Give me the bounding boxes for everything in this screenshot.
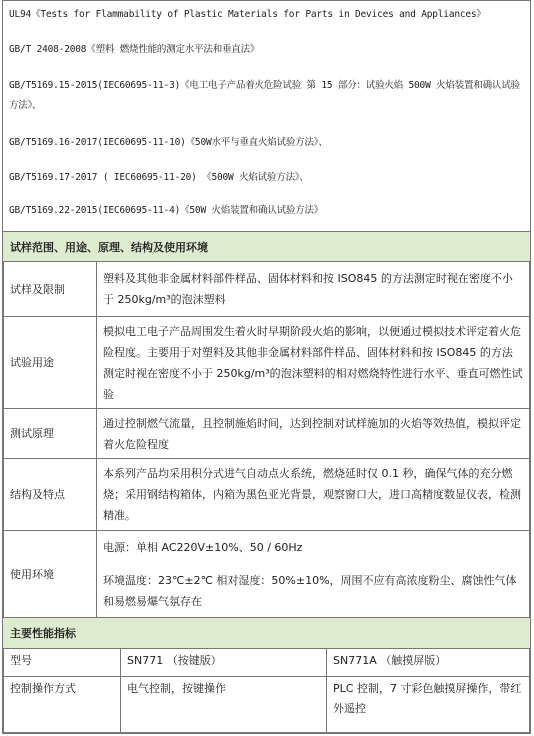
performance-table: [3, 648, 530, 733]
row-label: 控制操作方式: [4, 677, 121, 733]
standard-gbt5169-16: GB/T5169.16-2017(IEC60695-11-10)《50W水平与垂直火焰试验方法》、: [9, 137, 328, 148]
row-label: 使用环境: [4, 531, 97, 618]
model-a-cell: SN771 （按键版）: [121, 649, 327, 677]
table-row: [4, 531, 530, 618]
standard-gbt5169-15: GB/T5169.15-2015(IEC60695-11-3)《电工电子产品着火危险试验 第 15 部分：试验火焰 500W 火焰装置和确认试验方法》、: [9, 80, 520, 111]
standard-gbt5169-17: GB/T5169.17-2017 ( IEC60695-11-20) 《500W 火焰试验方法》、: [9, 172, 309, 183]
model-a-cell: 电气控制，按键操作: [121, 677, 327, 733]
standard-ul94: UL94《Tests for Flammability of Plastic Materials for Parts in Devices and Appliances》: [9, 9, 486, 20]
row-label: 试样及限制: [4, 262, 97, 317]
row-label: 试验用途: [4, 317, 97, 409]
standards-list: [3, 0, 530, 230]
table-row: [4, 677, 530, 733]
table-row: [4, 262, 530, 317]
section-header-scope: 试样范围、用途、原理、结构及使用环境: [3, 231, 530, 262]
row-text: [97, 531, 530, 618]
model-b-cell: SN771A （触摸屏版）: [327, 649, 530, 677]
row-text: 本系列产品均采用积分式进气自动点火系统，燃烧延时仅 0.1 秒，确保气体的充分燃烧；采用钢结构箱体，内箱为黑色亚光背景，观察窗口大，进口高精度数显仪表，检测精准。: [97, 459, 530, 531]
row-text: 模拟电工电子产品周围发生着火时早期阶段火焰的影响，以便通过模拟技术评定着火危险程度。主要用于对塑料及其他非金属材料部件样品、固体材料和按 ISO845 的方法测定时视在密度不小于 250kg/m³的泡沫塑料的相对燃烧特性进行水平、垂直可燃性试验: [97, 317, 530, 409]
table-row: [4, 317, 530, 409]
table-row: [4, 649, 530, 677]
table-row: [4, 459, 530, 531]
row-label: 型号: [4, 649, 121, 677]
standard-gbt5169-22: GB/T5169.22-2015(IEC60695-11-4)《50W 火焰装置和确认试验方法》: [9, 205, 324, 216]
section-header-performance: 主要性能指标: [3, 617, 530, 649]
row-text: 通过控制燃气流量，且控制施焰时间，达到控制对试样施加的火焰等效热值，模拟评定着火危险程度: [97, 409, 530, 459]
table-row: [4, 409, 530, 459]
standard-gbt2408: GB/T 2408-2008《塑料 燃烧性能的测定水平法和垂直法》: [9, 44, 260, 55]
environment-spec: 环境温度：23℃±2℃ 相对湿度：50%±10%，周围不应有高浓度粉尘、腐蚀性气体和易燃易爆气氛存在: [103, 573, 517, 608]
scope-table: [3, 261, 530, 618]
model-b-cell: PLC 控制，7 寸彩色触摸屏操作，带红外遥控: [327, 677, 530, 733]
row-label: 测试原理: [4, 409, 97, 459]
power-spec: 电源：单相 AC220V±10%、50 / 60Hz: [103, 540, 303, 554]
row-text: 塑料及其他非金属材料部件样品、固体材料和按 ISO845 的方法测定时视在密度不小于 250kg/m³的泡沫塑料: [97, 262, 530, 317]
row-label: 结构及特点: [4, 459, 97, 531]
